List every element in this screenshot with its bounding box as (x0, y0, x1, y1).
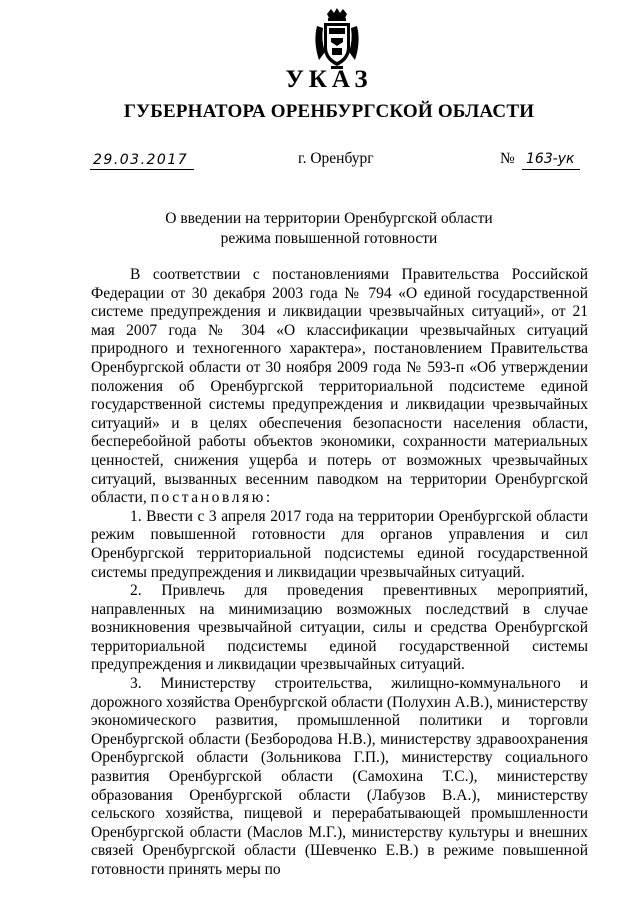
item-1-paragraph: 1. Ввести с 3 апреля 2017 года на территории Оренбургской области режим повышенной готовности для органов управления и сил Оренбургской территориальной подсистемы единой государственной системы предупреждения и ликвидации чрезвычайных ситуаций. (91, 507, 588, 581)
item-3-paragraph: 3. Министерству строительства, жилищно-коммунального и дорожного хозяйства Оренбургской области (Полухин А.В.), министерству экономического развития, промышленной политики и торговли Оренбургской области (Безбородова Н.В.), министерству здравоохранения Оренбургской области (Зольникова Г.П.), министерству социального развития Оренбургской области (Самохина Т.С.), министерству образования Оренбургской области (Лабузов В.А.), министерству сельского хозяйства, пищевой и перерабатывающей промышленности Оренбургской области (Маслов М.Г.), министерству культуры и внешних связей Оренбургской области (Шевченко Е.В.) в режиме повышенной готовности принять меры по (91, 675, 588, 878)
decree-date: 29.03.2017 (93, 152, 189, 168)
date-underline (90, 169, 194, 170)
number-sign: № (500, 150, 515, 167)
subject-line-1: О введении на территории Оренбургской области (165, 210, 493, 227)
preamble-text: В соответствии с постановлениями Правительства Российской Федерации от 30 декабря 2003 года № 794 «О единой государственной системе предупреждения и ликвидации чрезвычайных ситуаций», от 21 мая 2007 года № 304 «О классификации чрезвычайных ситуаций природного и техногенного характера», постановлением Правительства Оренбургской области от 30 ноября 2009 года № 593-п «Об утверждении положения об Оренбургской территориальной подсистеме единой государственной системы предупреждения и ликвидации чрезвычайных ситуаций» и в целях обеспечения безопасности населения области, бесперебойной работы объектов экономики, сохранности материальных ценностей, снижения ущерба и потерь от возможных чрезвычайных ситуаций, вызванных весенним паводком на территории Оренбургской области, (91, 266, 588, 507)
decree-title: УКАЗ (285, 66, 373, 93)
subject-line-2: режима повышенной готовности (220, 230, 438, 247)
decree-subject (0, 209, 640, 249)
preamble-paragraph (91, 266, 588, 508)
decree-body (91, 266, 588, 880)
number-underline (522, 169, 580, 170)
orenburg-coat-of-arms-icon (307, 8, 367, 70)
item-2-paragraph: 2. Привлечь для проведения превентивных мероприятий, направленных на минимизацию возможных последствий в случае возникновения чрезвычайной ситуации, силы и средства Оренбургской территориальной подсистемы единой государственной системы предупреждения и ликвидации чрезвычайных ситуаций. (91, 582, 588, 674)
decree-city: г. Оренбург (298, 150, 374, 167)
decree-number: 163-ук (526, 151, 575, 167)
decree-word: постановляю: (150, 489, 273, 507)
decree-issuer: ГУБЕРНАТОРА ОРЕНБУРГСКОЙ ОБЛАСТИ (123, 101, 535, 122)
